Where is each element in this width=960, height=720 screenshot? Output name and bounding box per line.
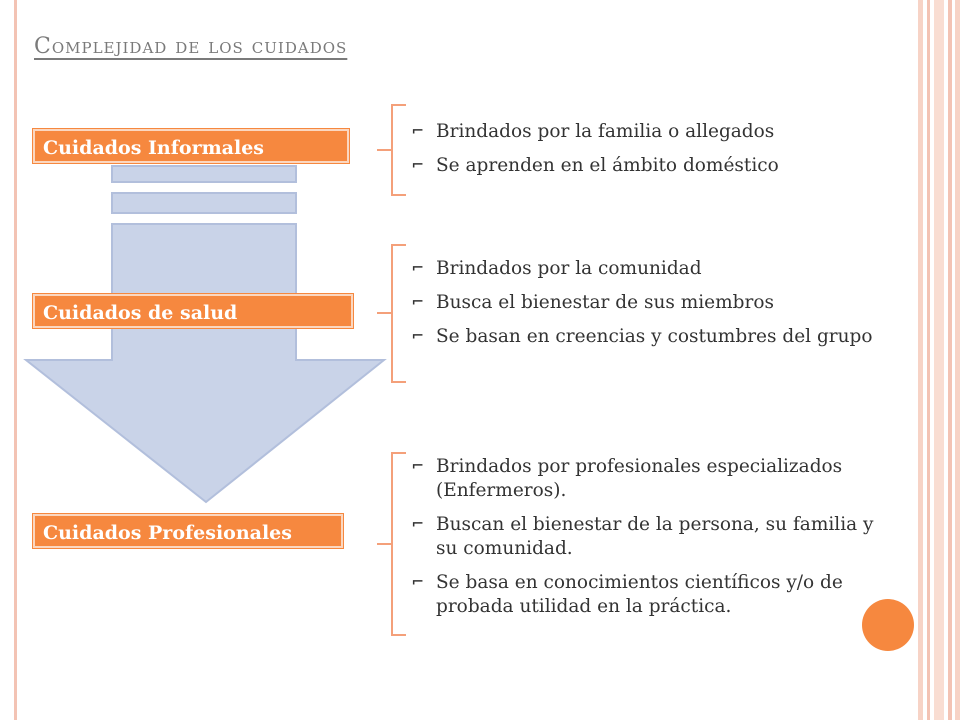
bullet-icon: ⌐ <box>412 258 424 279</box>
bullet-icon: ⌐ <box>412 572 424 593</box>
bullet-icon: ⌐ <box>412 155 424 176</box>
bullet-icon: ⌐ <box>412 326 424 347</box>
bullet-icon: ⌐ <box>412 292 424 313</box>
arrow-segment-1 <box>112 166 296 182</box>
list-item: ⌐ Busca el bienestar de sus miembros <box>412 292 774 313</box>
decorative-circle <box>862 599 914 651</box>
bracket-profesionales <box>377 453 406 635</box>
list-item: ⌐ Brindados por la familia o allegados <box>412 121 775 142</box>
arrow-body <box>26 224 384 502</box>
down-arrow <box>26 166 384 502</box>
brackets <box>377 105 406 635</box>
category-salud: Cuidados de salud <box>33 294 353 328</box>
bullet-icon: ⌐ <box>412 514 424 535</box>
bullets-profesionales <box>412 455 882 629</box>
slide-title: Complejidad de los cuidados <box>34 34 348 59</box>
bracket-informales <box>377 105 406 195</box>
arrow-segment-2 <box>112 193 296 213</box>
bullets-informales <box>412 120 852 188</box>
bullets-salud <box>412 257 882 359</box>
bullet-icon: ⌐ <box>412 121 424 142</box>
list-item: ⌐ Brindados por la comunidad <box>412 258 702 279</box>
list-item: ⌐ Se basan en creencias y costumbres del grupo <box>412 326 873 347</box>
category-profesionales: Cuidados Profesionales <box>33 514 343 548</box>
list-item: ⌐ Buscan el bienestar de la persona, su familia y su comunidad. <box>412 514 874 559</box>
list-item: ⌐ Se basa en conocimientos científicos y/o de probada utilidad en la práctica. <box>412 572 843 617</box>
list-item: ⌐ Se aprenden en el ámbito doméstico <box>412 155 779 176</box>
category-informales: Cuidados Informales <box>33 129 349 163</box>
list-item: ⌐ Brindados por profesionales especializados (Enfermeros). <box>412 456 843 501</box>
bullet-icon: ⌐ <box>412 456 424 477</box>
